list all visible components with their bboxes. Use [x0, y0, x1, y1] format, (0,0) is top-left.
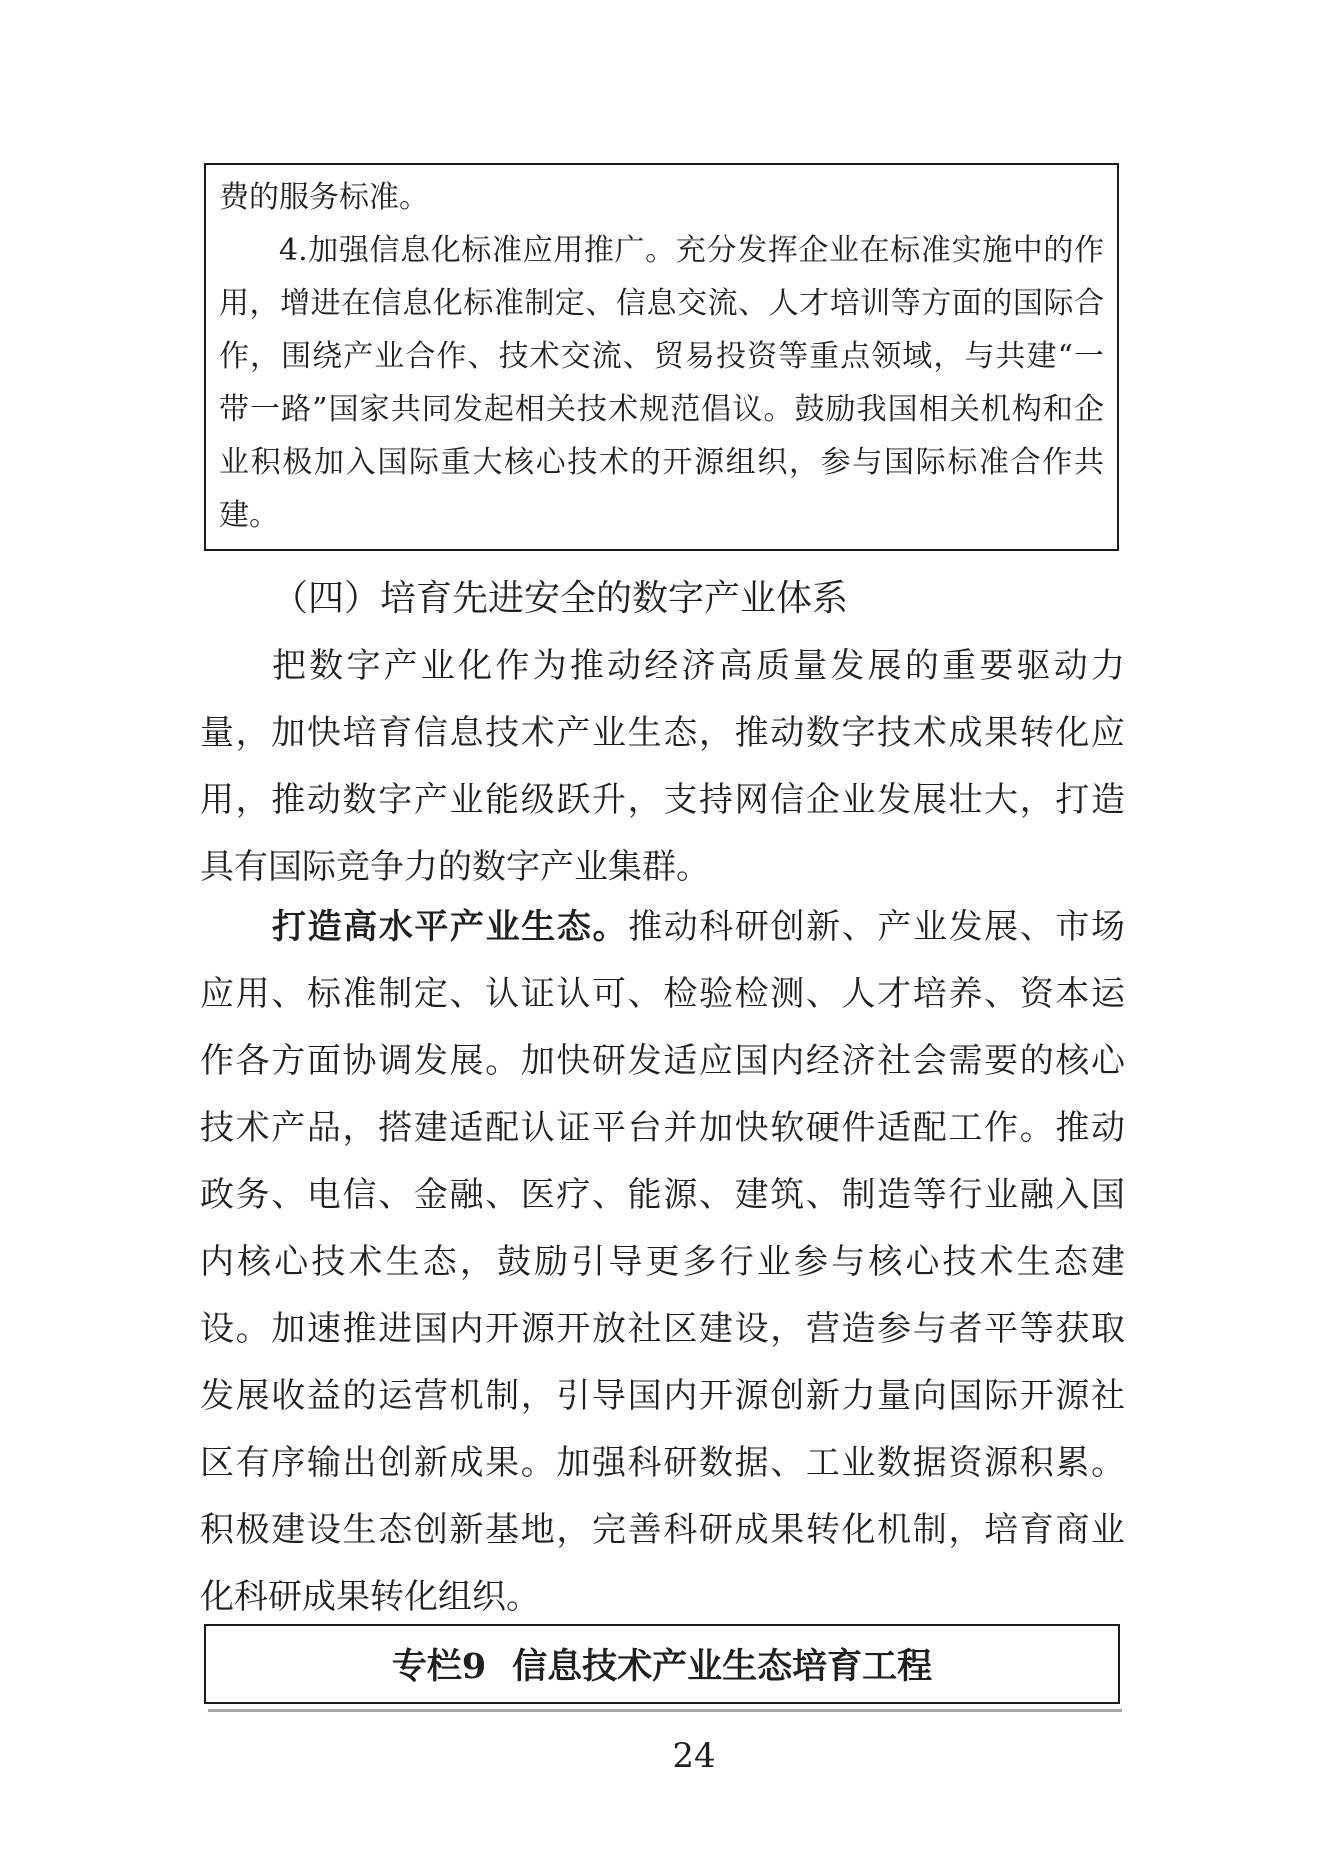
callout-box: [204, 163, 1119, 551]
text-line: 费的服务标准。: [219, 180, 429, 215]
text-line: 4.加强信息化标准应用推广。充分发挥企业在标准实施中的作: [279, 233, 1104, 268]
paragraph: [200, 894, 1125, 1631]
page-number: 24: [672, 1736, 716, 1776]
text-line: 内核心技术生态，鼓励引导更多行业参与核心技术生态建: [200, 1242, 1125, 1282]
text-line: 积极建设生态创新基地，完善科研成果转化机制，培育商业: [200, 1510, 1125, 1550]
text-line: 量，加快培育信息技术产业生态，推动数字技术成果转化应: [200, 713, 1125, 753]
text-line: 把数字产业化作为推动经济高质量发展的重要驱动力: [272, 646, 1125, 686]
text-line: 区有序输出创新成果。加强科研数据、工业数据资源积累。: [200, 1443, 1125, 1483]
text-line: 业积极加入国际重大核心技术的开源组织，参与国际标准合作共: [219, 445, 1104, 480]
text-line: 应用、标准制定、认证认可、检验检测、人才培养、资本运: [200, 974, 1125, 1014]
text-line: [200, 894, 1125, 961]
text-line: 建。: [219, 498, 279, 533]
bold-lead-text: 打造高水平产业生态。: [272, 907, 629, 947]
panel-label: 专栏9: [391, 1646, 487, 1687]
text-line: 用，推动数字产业能级跃升，支持网信企业发展壮大，打造: [200, 780, 1125, 820]
text-line: 作，围绕产业合作、技术交流、贸易投资等重点领域，与共建“一: [219, 339, 1104, 374]
text-line: 用，增进在信息化标准制定、信息交流、人才培训等方面的国际合: [219, 286, 1104, 321]
text-line: 化科研成果转化组织。: [200, 1577, 540, 1617]
panel-header-box: [204, 1624, 1120, 1704]
text-line: 政务、电信、金融、医疗、能源、建筑、制造等行业融入国: [200, 1175, 1125, 1215]
panel-title: 信息技术产业生态培育工程: [512, 1646, 933, 1687]
text-line: 作各方面协调发展。加快研发适应国内经济社会需要的核心: [200, 1041, 1125, 1081]
panel-shadow-line: [208, 1709, 1122, 1712]
paragraph: [200, 633, 1125, 901]
text-line: 技术产品，搭建适配认证平台并加快软硬件适配工作。推动: [200, 1108, 1125, 1148]
text-run: 推动科研创新、产业发展、市场: [628, 907, 1126, 947]
text-line: 发展收益的运营机制，引导国内开源创新力量向国际开源社: [200, 1376, 1125, 1416]
text-line: 设。加速推进国内开源开放社区建设，营造参与者平等获取: [200, 1309, 1125, 1349]
section-heading: （四）培育先进安全的数字产业体系: [272, 578, 849, 619]
text-line: 具有国际竞争力的数字产业集群。: [200, 847, 710, 887]
text-line: 带一路”国家共同发起相关技术规范倡议。鼓励我国相关机构和企: [219, 392, 1104, 427]
